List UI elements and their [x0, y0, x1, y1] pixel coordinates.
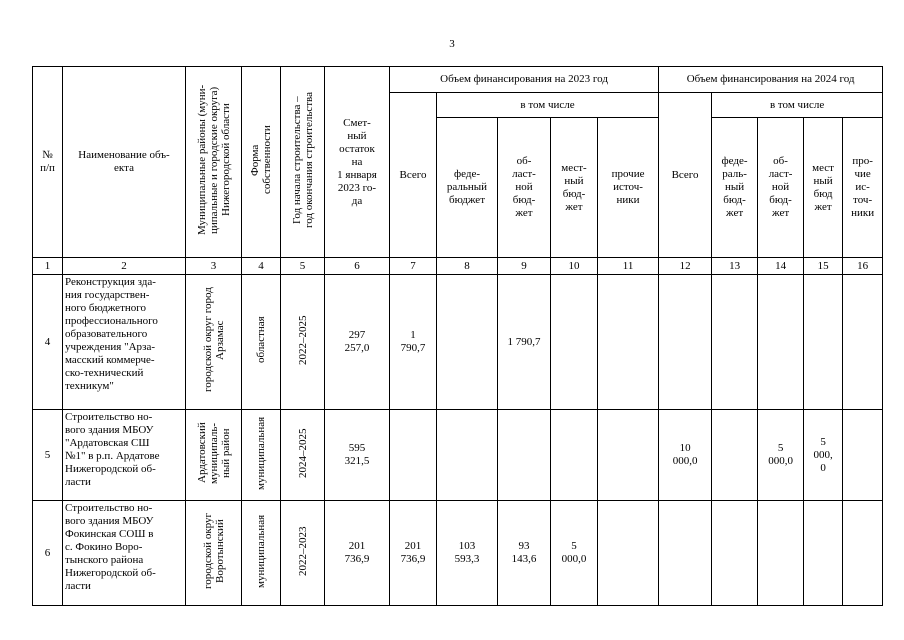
header-years	[281, 67, 325, 258]
header-no: № п/п	[33, 67, 63, 258]
row-reg-2024: 5 000,0	[758, 410, 804, 501]
header-balance: Смет- ный остаток на 1 января 2023 го- да	[325, 67, 390, 258]
header-ownership-text: Форма собственности	[249, 125, 273, 195]
row-years-text: 2022–2025	[296, 315, 309, 365]
column-number: 1	[33, 258, 63, 275]
header-oth-2023: прочие источ- ники	[598, 118, 659, 258]
row-no: 5	[33, 410, 63, 501]
row-oth-2023	[598, 275, 659, 410]
row-reg-2024	[758, 501, 804, 606]
row-years	[281, 501, 325, 606]
header-fin-2023: Объем финансирования на 2023 год	[390, 67, 659, 93]
row-fed-2023: 103 593,3	[437, 501, 498, 606]
row-loc-2024	[804, 275, 843, 410]
row-district	[186, 501, 242, 606]
row-oth-2024	[843, 275, 883, 410]
row-fed-2024	[712, 501, 758, 606]
row-years	[281, 275, 325, 410]
header-districts	[186, 67, 242, 258]
row-total-2024: 10 000,0	[659, 410, 712, 501]
column-number: 9	[498, 258, 551, 275]
header-fed-2023: феде- ральный бюджет	[437, 118, 498, 258]
column-number: 11	[598, 258, 659, 275]
row-years-text: 2022–2023	[296, 526, 309, 576]
row-no: 6	[33, 501, 63, 606]
row-ownership-text: областная	[255, 316, 267, 364]
row-ownership	[242, 275, 281, 410]
row-name: Строительство но- вого здания МБОУ "Ардатовская СШ №1" в р.п. Ардатове Нижегородской об- ласти	[63, 410, 186, 501]
row-ownership-text: муниципальная	[255, 514, 267, 588]
row-oth-2023	[598, 501, 659, 606]
row-years	[281, 410, 325, 501]
column-number: 14	[758, 258, 804, 275]
header-oth-2024: про- чие ис- точ- ники	[843, 118, 883, 258]
header-name: Наименование объ- екта	[63, 67, 186, 258]
column-number: 8	[437, 258, 498, 275]
row-oth-2024	[843, 410, 883, 501]
table-row	[33, 410, 883, 501]
row-oth-2023	[598, 410, 659, 501]
row-name: Строительство но- вого здания МБОУ Фокинская СОШ в с. Фокино Воро- тынского района Нижегородской об- ласти	[63, 501, 186, 606]
row-no: 4	[33, 275, 63, 410]
row-loc-2024	[804, 501, 843, 606]
column-number: 13	[712, 258, 758, 275]
row-total-2023: 201 736,9	[390, 501, 437, 606]
column-number: 4	[242, 258, 281, 275]
column-number: 6	[325, 258, 390, 275]
row-loc-2024: 5 000, 0	[804, 410, 843, 501]
column-number: 15	[804, 258, 843, 275]
header-total-2023: Всего	[390, 93, 437, 258]
row-fed-2023	[437, 275, 498, 410]
header-total-2024: Всего	[659, 93, 712, 258]
row-years-text: 2024–2025	[296, 428, 309, 478]
row-district-text: городской округ город Арзамас	[201, 287, 226, 393]
financing-table	[32, 66, 883, 606]
row-district	[186, 410, 242, 501]
row-district	[186, 275, 242, 410]
row-balance: 595 321,5	[325, 410, 390, 501]
row-reg-2023: 1 790,7	[498, 275, 551, 410]
row-ownership-text: муниципальная	[255, 416, 267, 490]
row-balance: 201 736,9	[325, 501, 390, 606]
row-name: Реконструкция зда- ния государствен- ного бюджетного профессионального образовательного учреждения "Арза- масский коммерче- ско-технический техникум"	[63, 275, 186, 410]
header-incl-2024: в том числе	[712, 93, 883, 118]
row-ownership	[242, 410, 281, 501]
column-number: 5	[281, 258, 325, 275]
row-reg-2024	[758, 275, 804, 410]
row-total-2024	[659, 501, 712, 606]
header-reg-2023: об- ласт- ной бюд- жет	[498, 118, 551, 258]
header-loc-2024: мест ный бюд жет	[804, 118, 843, 258]
row-fed-2023	[437, 410, 498, 501]
column-number: 16	[843, 258, 883, 275]
row-loc-2023	[551, 275, 598, 410]
row-loc-2023: 5 000,0	[551, 501, 598, 606]
header-ownership	[242, 67, 281, 258]
row-district-text: городской округ Воротынский	[201, 512, 226, 590]
row-balance: 297 257,0	[325, 275, 390, 410]
column-number: 7	[390, 258, 437, 275]
row-fed-2024	[712, 275, 758, 410]
row-reg-2023: 93 143,6	[498, 501, 551, 606]
column-number: 10	[551, 258, 598, 275]
header-fin-2024: Объем финансирования на 2024 год	[659, 67, 883, 93]
row-reg-2023	[498, 410, 551, 501]
header-reg-2024: об- ласт- ной бюд- жет	[758, 118, 804, 258]
row-fed-2024	[712, 410, 758, 501]
column-number: 3	[186, 258, 242, 275]
row-loc-2023	[551, 410, 598, 501]
header-districts-text: Муниципальные районы (муни- ципальные и городские округа) Нижегородской области	[195, 84, 232, 236]
header-years-text: Год начала строительства – год окончания строительства	[290, 92, 315, 228]
table-row	[33, 275, 883, 410]
row-total-2023: 1 790,7	[390, 275, 437, 410]
row-oth-2024	[843, 501, 883, 606]
header-fed-2024: феде- раль- ный бюд- жет	[712, 118, 758, 258]
row-total-2024	[659, 275, 712, 410]
row-ownership	[242, 501, 281, 606]
row-district-text: Ардатовский муниципаль- ный район	[195, 422, 232, 484]
table-row	[33, 501, 883, 606]
page-number: 3	[449, 38, 455, 50]
column-number: 2	[63, 258, 186, 275]
header-incl-2023: в том числе	[437, 93, 659, 118]
row-total-2023	[390, 410, 437, 501]
column-number: 12	[659, 258, 712, 275]
column-numbers-row	[33, 258, 883, 275]
header-loc-2023: мест- ный бюд- жет	[551, 118, 598, 258]
